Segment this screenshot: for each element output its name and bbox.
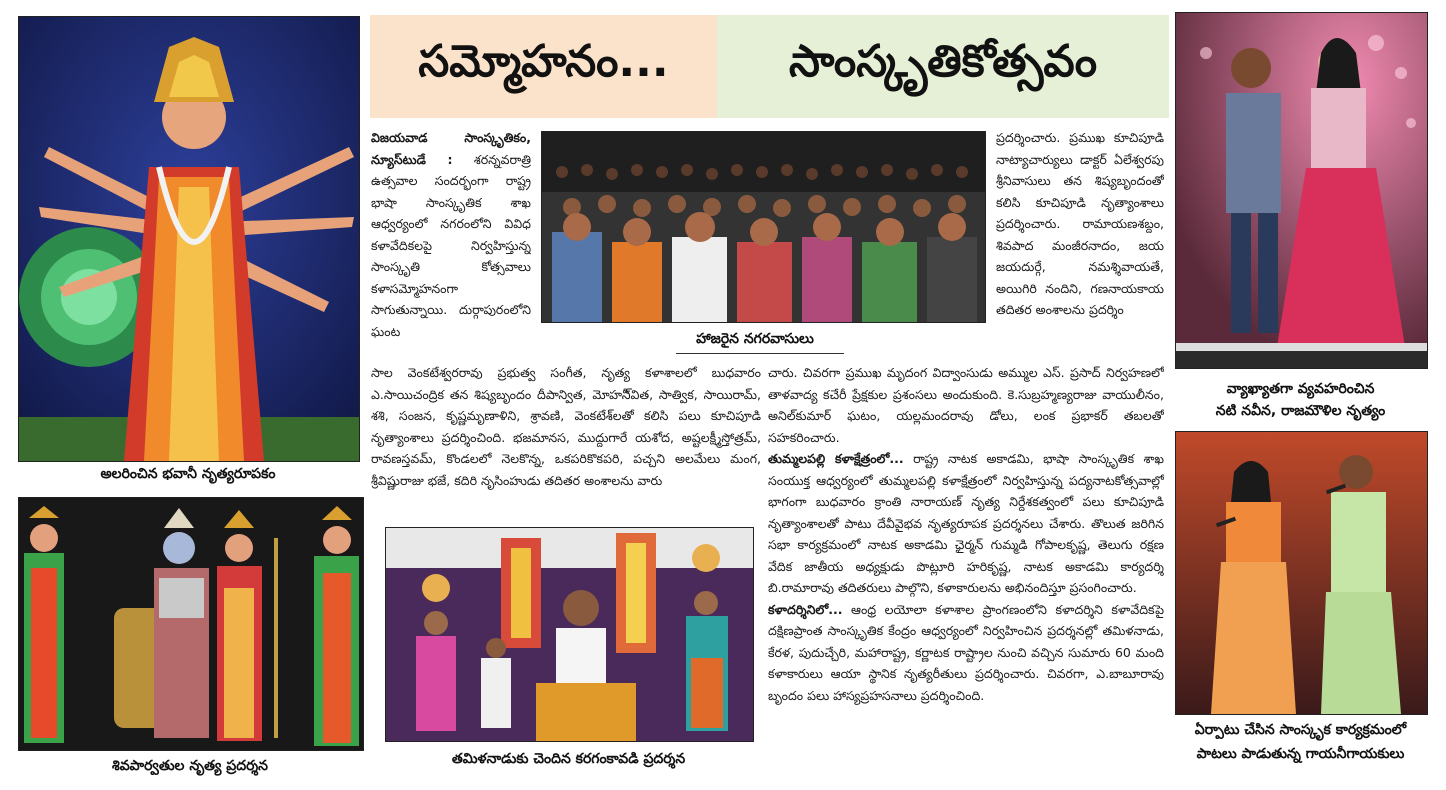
photo-anchors [1175,12,1428,369]
article-paragraph-tummalapalli-text: రాష్ట్ర నాటక అకాడమి, భాషా సాంస్కృతిక శాఖ సంయుక్త ఆధ్వర్యంలో తుమ్మలపల్లి కళాక్షేత్రంలో నిర్వహిస్తున్న పద్యనాటకోత్సవాల్లో భాగంగా బుధవారం క్రాంతి నారాయణ్ నృత్య నిర్దేశకత్వంలో పలు కూచిపూడి నృత్యాంశాలతో పాటు దేవీవైభవ నృత్యరూపక ప్రదర్శనలు చేశారు. తొలుత జరిగిన సభా కార్యక్రమంలో నాటక అకాడమి ఛైర్మన్ గుమ్మడి గోపాలకృష్ణ, తెలుగు రక్షణ వేదిక జాతీయ అధ్యక్షుడు పొట్లూరి హరికృష్ణ, నాటక అకాడమి కార్యదర్శి బి.రామారావు తదితరులు పాల్గొని, కళాకారులను అభినందిస్తూ ప్రసంగించారు. [768,451,1164,595]
caption-anchors-line-1: వ్యాఖ్యాతగా వ్యవహరించిన [1226,381,1375,397]
article-col3-top [996,127,1164,359]
caption-anchors [1175,378,1426,422]
headline-part-2: సాంస్కృతికోత్సవం [717,15,1169,118]
article-paragraph-kaladarshini [768,599,1164,707]
article-dateline: విజయవాడ సాంస్కృతికం, న్యూస్‌టుడే : [371,130,531,167]
photo-bhavani-dance [18,16,360,462]
caption-singers-line-2: పాటలు పాడుతున్న గాయనీగాయకులు [1196,746,1405,762]
caption-singers [1175,718,1426,766]
caption-anchors-line-2: నటి నవీన, రాజమౌళిల నృత్యం [1215,403,1386,419]
article-col3-wide [768,362,1164,782]
article-col1-top [371,127,531,359]
article-paragraph-kaladarshini-text: ఆంధ్ర లయోలా కళాశాల ప్రాంగణంలోని కళాదర్శిని కళావేదికపై దక్షిణప్రాంత సాంస్కృతిక కేంద్రం ఆధ్వర్యంలో నిర్వహించిన ప్రదర్శనల్లో తమిళనాడు, కేరళ, పుదుచ్చేరి, మహారాష్ట్ర, కర్ణాటక రాష్ట్రాల నుంచి వచ్చిన సుమారు 60 మంది కళాకారులు ఆయా స్థానిక నృత్యరీతులు ప్రదర్శించారు. చివరగా, ఎ.బాబూరావు బృందం పలు హాస్యప్రహసనాలు ప్రదర్శించింది. [768,601,1164,703]
photo-shiva-parvati [18,497,364,751]
photo-singers [1175,431,1428,715]
caption-audience: హాజరైన నగరవాసులు [696,331,814,347]
article-col3-wide-text: చారు. చివరగా ప్రముఖ మృదంగ విద్వాంసుడు అమ్ముల ఎస్. ప్రసాద్ నిర్వహణలో తాళవాద్య కచేరీ ప్రేక్షకుల ప్రశంసలు అందుకుంది. కె.సుబ్రహ్మణ్యరాజు వాయులీనం, అనిల్‌కుమార్ ఘటం, యల్లమందరావు డోలు, లంక ప్రభాకర్ తబలతో సహకరించారు. [768,365,1164,445]
photo-audience [541,131,986,323]
caption-bhavani: అలరించిన భవానీ నృత్యరూపకం [100,466,276,482]
article-subhead-tummalapalli: తుమ్మలపల్లి కళాక్షేత్రంలో... [768,451,904,466]
caption-singers-line-1: ఏర్పాటు చేసిన సాంస్కృక కార్యక్రమంలో [1194,722,1407,738]
article-col3-top-text: ప్రదర్శించారు. ప్రముఖ కూచిపూడి నాట్యాచార్యులు డాక్టర్ ఏలేశ్వరపు శ్రీనివాసులు తన శిష్యబృందంతో కలిసి కూచిపూడి నృత్యాంశాలు ప్రదర్శించారు. రామాయణశబ్దం, శివపాద మంజీరనాదం, జయ జయదుర్గే, నమశ్శివాయతే, అయిగిరి నందిని, గణనాయకాయ తదితర అంశాలను ప్రదర్శిం [996,130,1164,317]
article-paragraph-tummalapalli [768,448,1164,599]
caption-karagam: తమిళనాడుకు చెందిన కరగంకావడి ప్రదర్శన [451,751,686,767]
caption-shiva-parvati: శివపార్వతుల నృత్య ప్రదర్శన [112,758,268,774]
headline-part-1: సమ్మోహనం... [370,15,717,118]
article-subhead-kaladarshini: కళాదర్శినిలో... [768,601,843,617]
article-col1-wide-text: సాల వెంకటేశ్వరరావు ప్రభుత్వ సంగీత, నృత్య కళాశాలలో బుధవారం ఎ.సాయిచంద్రిక తన శిష్యబృందం దీపాన్విత, మోహనీ్విత, సాత్విక, సాయిరామ్, శశి, సంజన, కృష్ణమృణాళిని, శ్రావణి, వెంకటేశ్‌లతో కలిసి పలు కూచిపూడి నృత్యాంశాలు ప్రదర్శించింది. భజమానస, ముద్దుగారే యశోద, అష్టలక్ష్మీస్తోత్రమ్, రావణస్తవమ్, కొండలలో నెలకొన్న, ఒకపరికొకపరి, పచ్చని అలమేలు మంగ, శ్రీవిష్ణురాజు భజే, కదిరి నృసింహుడు తదితర అంశాలను వారు [371,365,761,488]
photo-karagam [385,527,754,742]
article-col1-top-text: శరన్నవరాత్రి ఉత్సవాల సందర్భంగా రాష్ట్ర భాషా సాంస్కృతిక శాఖ ఆధ్వర్యంలో నగరంలోని వివిధ కళావేదికలపై నిర్వహిస్తున్న సాంస్కృతి కోత్సవాలు కళాసమ్మోహనంగా సాగుతున్నాయి. దుర్గాపురంలోని ఘంట [371,151,531,339]
article-col1-wide [371,362,761,522]
caption-underline [676,353,844,354]
